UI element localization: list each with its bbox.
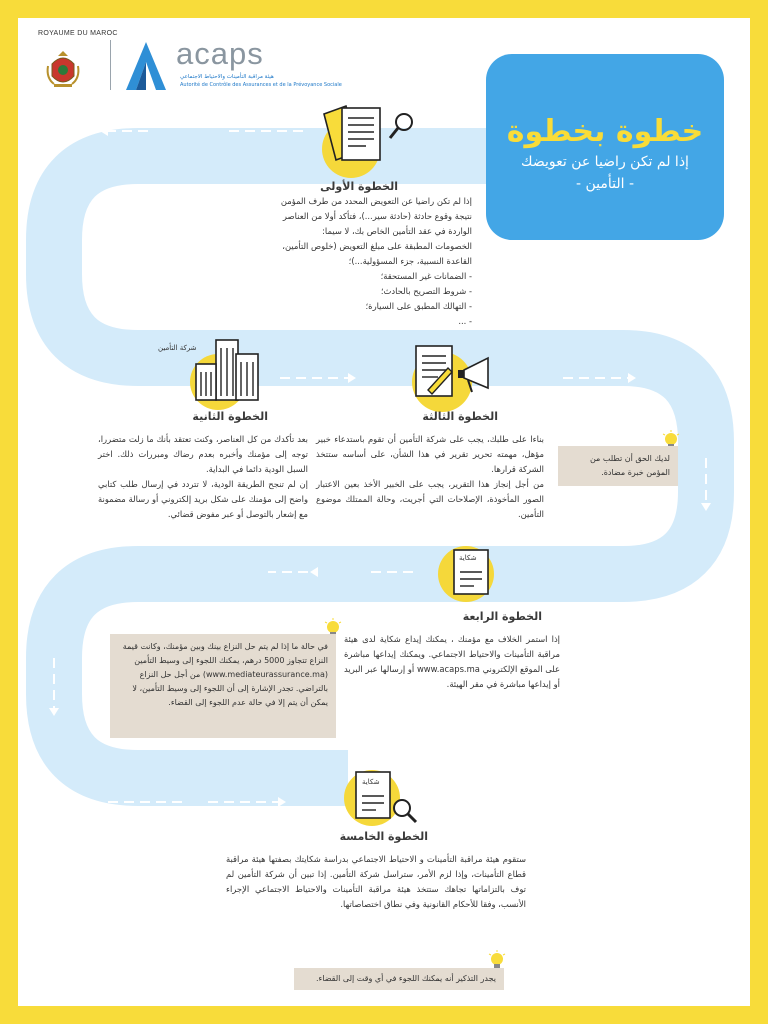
document-pen-megaphone-icon [408, 340, 504, 406]
step3-title: الخطوة الثالثة [422, 410, 498, 423]
insurance-company-tag: شركة التأمين [158, 344, 197, 352]
step4-text: إذا استمر الخلاف مع مؤمنك ، يمكنك إيداع شكاية لدى هيئة مراقبة التأمينات والاحتياط الاجتماعي. ويمكنك إيداعها مباشرة على الموقع الإلكتروني www.acaps.ma أو إرسالها عبر البريد أو إيداعها مباشرة في مقر الهيئة. [344, 634, 560, 689]
acaps-logo-icon [122, 40, 170, 92]
step1-line: - التهالك المطبق على السيارة؛ [365, 301, 472, 311]
page-subtitle-line2: - التأمين - [575, 176, 635, 192]
step2-paragraph: بعد تأكدك من كل العناصر، وكنت تعتقد بأنك ما زلت متضررا، توجه إلى مؤمنك وأخبره بعدم رضاك ومبررات ذلك. اختر السبل الودية دائما في البداية. [98, 434, 308, 474]
step1-line: الواردة في عقد التأمين الخاص بك، لا سيما: [322, 226, 472, 236]
step1-title: الخطوة الأولى [320, 180, 398, 193]
step5-note: يجدر التذكير أنه يمكنك اللجوء في أي وقت إلى القضاء. [294, 968, 504, 990]
step1-line: - ... [458, 316, 472, 326]
step1-line: القاعدة النسبية، جزء المسؤولية...)؛ [348, 256, 472, 266]
step5-text: ستقوم هيئة مراقبة التأمينات و الاحتياط الاجتماعي بدراسة شكايتك بصفتها هيئة مراقبة قطاع التأمينات، وإذا لزم الأمر، ستراسل شركة التأمين. إذا تبين أن شركة التأمين لم توف بالتزاماتها تجاهك ستتخذ هيئة مراقبة التأمينات والاحتياط الاجتماعي الإجراء الأنسب، وفقا للأحكام القانونية وفي نطاق اختصاصاتها. [226, 854, 526, 909]
step1-line: الخصومات المطبقة على مبلغ التعويض (خلوص التأمين، [282, 241, 472, 251]
step1-line: نتيجة وقوع حادثة (حادثة سير...)، فتأكد أولا من العناصر [282, 211, 472, 221]
step4-title: الخطوة الرابعة [462, 610, 542, 623]
complaint-tag: شكاية [362, 778, 380, 786]
step4-note: في حالة ما إذا لم يتم حل النزاع بينك وبين مؤمنك، وكانت قيمة النزاع تتجاوز 5000 درهم، يمكنك اللجوء إلى وسيط التأمين (www.mediateurassurance.ma) من أجل حل النزاع بالتراضي. تجدر الإشارة إلى أن اللجوء إلى وسيط التأمين، لا يمكن أن يتم إلا في حالة عدم اللجوء إلى القضاء. [110, 634, 336, 738]
acaps-french-name: Autorité de Contrôle des Assurances et de la Prévoyance Sociale [180, 82, 342, 88]
page-subtitle-line1: إذا لم تكن راضيا عن تعويضك [521, 154, 689, 170]
page-title: خطوة بخطوة [506, 114, 704, 149]
step2-text [98, 432, 308, 522]
step1-line: إذا لم تكن راضيا عن التعويض المحدد من طرف المؤمن [280, 196, 472, 206]
step2-title: الخطوة الثانية [192, 410, 268, 423]
step2-paragraph: إن لم تنجح الطريقة الودية، لا تتردد في إرسال طلب كتابي واضح إلى مؤمنك على شكل بريد إلكتروني أو رسالة مضمونة مع إشعار بالتوصل أو عبر مفوض قضائي. [98, 479, 308, 519]
royal-crest-icon [46, 50, 80, 90]
acaps-wordmark: acaps [176, 36, 264, 71]
infographic-page [18, 18, 750, 1006]
building-icon [190, 334, 266, 404]
step3-note: لديك الحق أن تطلب من المؤمن خبرة مضادة. [558, 446, 678, 486]
complaint-tag: شكاية [459, 554, 477, 562]
step1-line: - الضمانات غير المستحقة؛ [380, 271, 472, 281]
step5-title: الخطوة الخامسة [339, 830, 428, 843]
header-divider [110, 40, 111, 90]
acaps-arabic-name: هيئة مراقبة التأمينات والاحتياط الاجتماعي [180, 74, 274, 80]
documents-magnifier-icon [318, 102, 422, 168]
step3-paragraph: بناءا على طلبك، يجب على شركة التأمين أن تقوم باستدعاء خبير مؤهل، مهمته تحرير تقرير في هذا الشأن، على أساسه ستتخذ الشركة قرارها. [316, 434, 544, 474]
step3-text [316, 432, 544, 522]
step1-text [240, 194, 472, 329]
title-box [486, 54, 724, 240]
step3-paragraph: من أجل إنجاز هذا التقرير، يجب على الخبير الأخذ بعين الاعتبار الصور المأخوذة، الإصلاحات التي أجريت، وحالة الممتلك موضوع التأمين. [316, 479, 544, 519]
step1-line: - شروط التصريح بالحادث؛ [380, 286, 472, 296]
royaume-label: ROYAUME DU MAROC [38, 30, 118, 37]
